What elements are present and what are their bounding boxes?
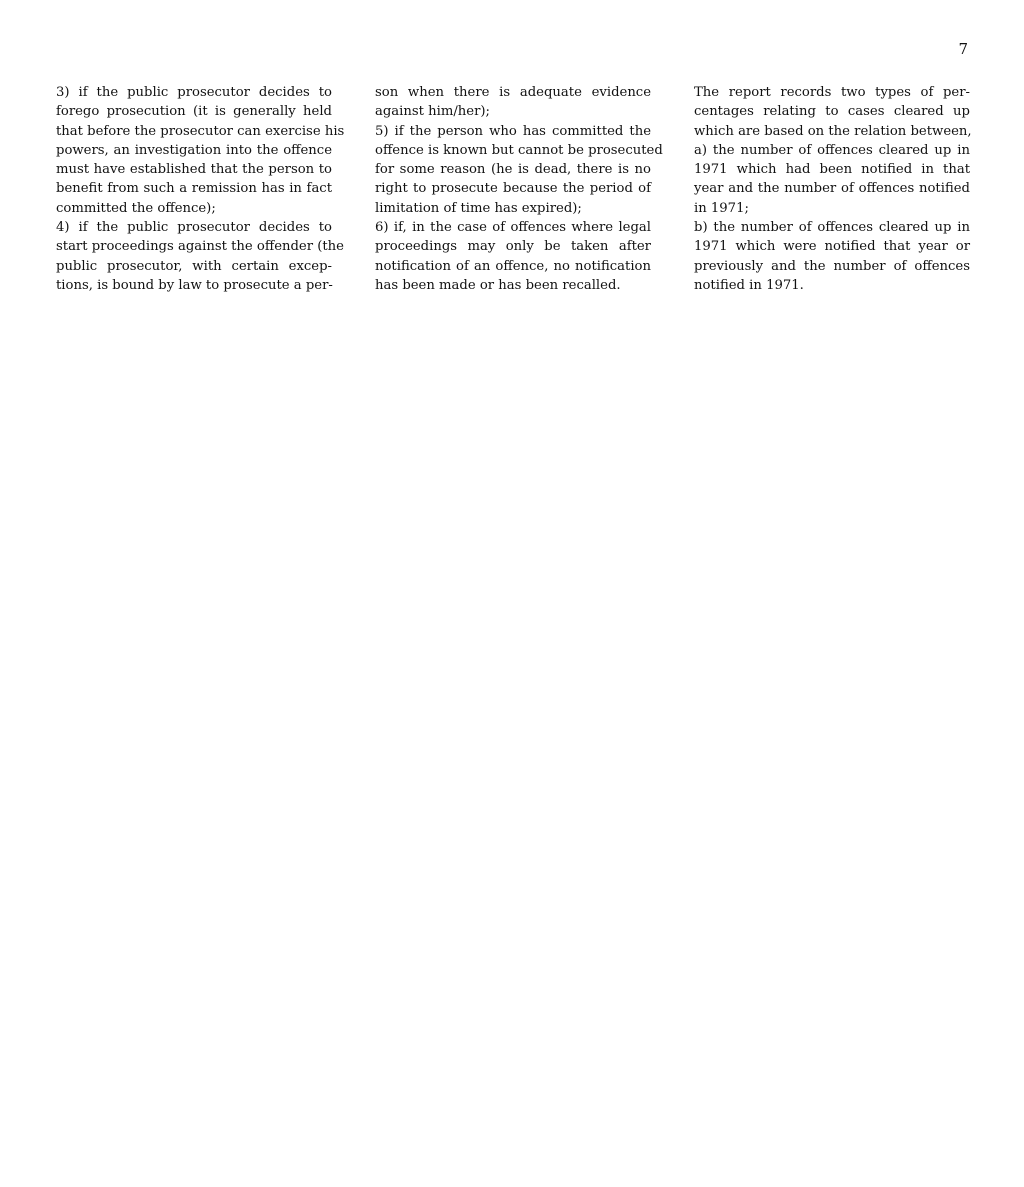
text-line: 1971 which were notified that year or [694, 239, 970, 255]
text-line: b) the number of offences cleared up in [694, 220, 970, 236]
text-line: limitation of time has expired); [375, 200, 582, 216]
text-line: must have established that the person to [56, 162, 332, 178]
text-line: 5) if the person who has committed the [375, 123, 651, 139]
text-line: 1971 which had been notified in that [694, 162, 970, 178]
text-line: 3) if the public prosecutor decides to [56, 85, 332, 100]
text-line: which are based on the relation between, [694, 123, 972, 139]
text-line: committed the offence); [56, 200, 216, 216]
text-line: year and the number of offences notified [694, 181, 970, 197]
text-line: for some reason (he is dead, there is no [375, 162, 651, 178]
text-line: previously and the number of offences [694, 258, 970, 274]
text-line: tions, is bound by law to prosecute a per- [56, 277, 333, 293]
text-line: against him/her); [375, 104, 490, 120]
text-line: right to prosecute because the period of [375, 181, 651, 197]
page-number: 7 [958, 40, 968, 58]
text-line: The report records two types of per- [694, 85, 970, 100]
text-line: that before the prosecutor can exercise his [56, 123, 345, 139]
text-column-right [694, 83, 970, 295]
text-column-middle [375, 83, 663, 295]
text-line: centages relating to cases cleared up [694, 104, 970, 120]
text-line: start proceedings against the offender (the [56, 239, 344, 255]
text-line: notified in 1971. [694, 277, 804, 293]
text-column-left [56, 83, 345, 295]
text-line: in 1971; [694, 200, 749, 216]
text-line: benefit from such a remission has in fact [56, 181, 332, 197]
text-line: has been made or has been recalled. [375, 277, 621, 293]
text-line: proceedings may only be taken after [375, 239, 651, 255]
text-line: public prosecutor, with certain excep- [56, 258, 332, 274]
text-line: 6) if, in the case of offences where legal [375, 220, 651, 236]
text-line: a) the number of offences cleared up in [694, 142, 970, 158]
text-line: notification of an offence, no notification [375, 258, 651, 274]
text-line: 4) if the public prosecutor decides to [56, 220, 332, 236]
text-line: powers, an investigation into the offence [56, 142, 332, 158]
text-line: forego prosecution (it is generally held [56, 104, 332, 120]
text-line: son when there is adequate evidence [375, 85, 651, 100]
text-line: offence is known but cannot be prosecuted [375, 142, 663, 158]
